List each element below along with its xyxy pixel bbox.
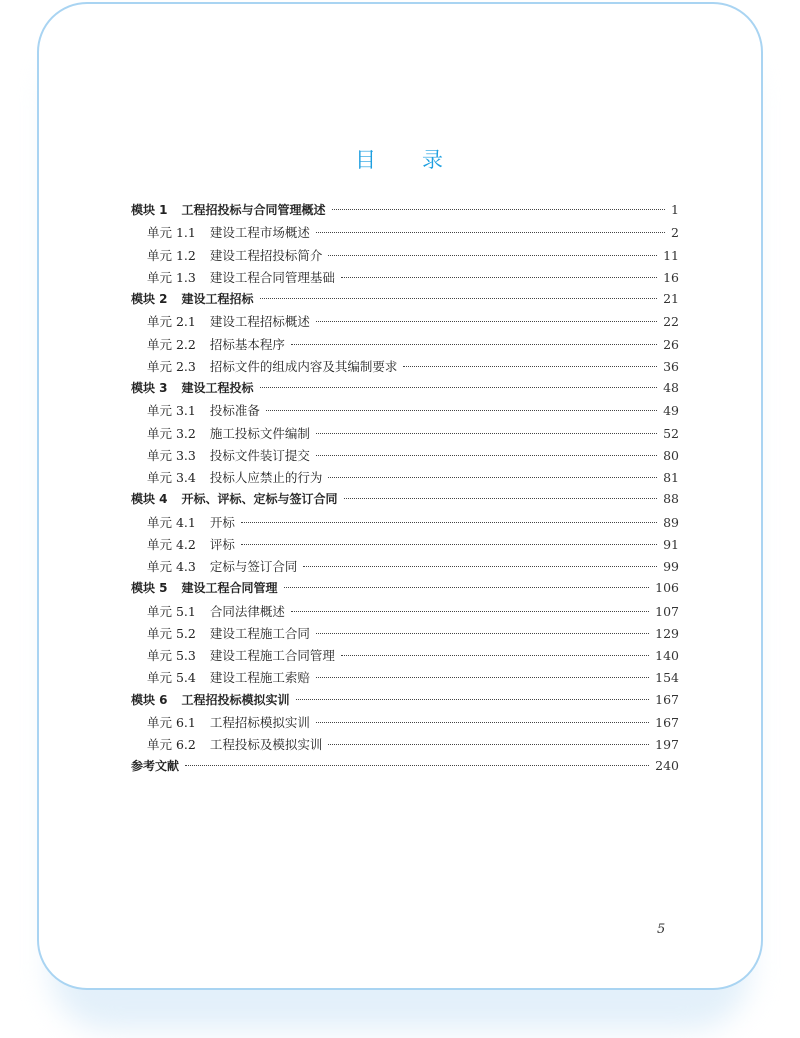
entry-page: 197: [655, 737, 679, 752]
dot-leader: [328, 255, 657, 256]
toc-entry-unit[interactable]: [131, 557, 679, 579]
entry-title: 工程招投标模拟实训: [181, 692, 290, 707]
entry-page: 167: [655, 691, 679, 707]
entry-title: 工程投标及模拟实训: [209, 737, 323, 752]
dot-leader: [341, 277, 657, 278]
dot-leader: [260, 387, 658, 388]
entry-label: 模块 6: [131, 692, 168, 707]
dot-leader: [266, 410, 657, 411]
entry-label: 单元 5.3: [147, 648, 196, 663]
title-char: 录: [422, 148, 445, 172]
entry-label: 模块 1: [131, 203, 168, 217]
entry-label: 单元 3.4: [147, 470, 196, 485]
entry-page: 16: [663, 269, 679, 285]
entry-page: 107: [655, 603, 679, 619]
toc-entry-module[interactable]: [131, 379, 679, 401]
dot-leader: [344, 498, 658, 499]
entry-label: 单元 1.2: [147, 247, 196, 263]
toc-entry-unit[interactable]: [131, 335, 679, 357]
entry-title: 招标文件的组成内容及其编制要求: [209, 358, 398, 374]
dot-leader: [316, 321, 657, 322]
entry-page: 1: [671, 202, 679, 217]
entry-label: 单元 3.1: [147, 403, 196, 419]
entry-page: 89: [663, 514, 679, 530]
dot-leader: [328, 744, 649, 745]
entry-page: 167: [655, 714, 679, 730]
entry-title: 定标与签订合同: [209, 559, 298, 574]
entry-title: 建设工程合同管理: [181, 581, 278, 596]
dot-leader: [316, 677, 649, 678]
entry-title: 投标文件装订提交: [209, 447, 310, 463]
entry-label: 模块 5: [131, 581, 168, 596]
toc-entry-unit[interactable]: [131, 468, 679, 490]
entry-page: 140: [655, 648, 679, 663]
entry-title: 建设工程招标概述: [209, 314, 310, 330]
entry-title: 建设工程施工索赔: [209, 670, 310, 686]
entry-page: 99: [663, 559, 679, 574]
entry-title: 建设工程市场概述: [209, 225, 310, 241]
dot-leader: [291, 344, 657, 345]
toc-entry-unit[interactable]: [131, 713, 679, 735]
entry-page: 91: [663, 536, 679, 552]
entry-page: 11: [663, 247, 679, 263]
toc-entry-module[interactable]: [131, 490, 679, 512]
entry-label: 单元 1.1: [147, 225, 196, 241]
entry-page: 88: [663, 491, 679, 507]
entry-label: 单元 2.1: [147, 314, 196, 330]
entry-title: 投标准备: [209, 403, 260, 419]
entry-page: 154: [655, 670, 679, 686]
entry-label: 单元 3.2: [147, 425, 196, 441]
dot-leader: [303, 566, 657, 567]
entry-title: 工程招投标与合同管理概述: [181, 203, 326, 217]
entry-label: 模块 4: [131, 492, 168, 507]
toc-entry-unit[interactable]: [131, 401, 679, 423]
entry-title: 参考文献: [131, 759, 180, 774]
entry-label: 单元 4.2: [147, 536, 196, 552]
dot-leader: [260, 298, 658, 299]
toc-entry-unit[interactable]: [131, 446, 679, 468]
entry-title: 建设工程投标: [181, 381, 254, 395]
toc-entry-unit[interactable]: [131, 223, 679, 245]
entry-title: 合同法律概述: [209, 603, 285, 619]
entry-page: 36: [663, 358, 679, 374]
toc-entry-unit[interactable]: [131, 268, 679, 290]
toc-entry-unit[interactable]: [131, 357, 679, 379]
entry-page: 2: [671, 225, 679, 241]
entry-label: 单元 2.3: [147, 358, 196, 374]
dot-leader: [316, 455, 657, 456]
entry-page: 22: [663, 314, 679, 330]
entry-page: 129: [655, 625, 679, 641]
dot-leader: [291, 611, 649, 612]
dot-leader: [332, 209, 666, 210]
toc-entry-unit[interactable]: [131, 602, 679, 624]
entry-title: 招标基本程序: [209, 336, 285, 352]
entry-page: 52: [663, 425, 679, 441]
toc-entry-unit[interactable]: [131, 535, 679, 557]
dot-leader: [328, 477, 657, 478]
entry-label: 单元 4.3: [147, 559, 196, 574]
entry-title: 建设工程招投标简介: [209, 247, 323, 263]
entry-page: 21: [663, 291, 679, 306]
toc-entry-unit[interactable]: [131, 735, 679, 757]
entry-page: 26: [663, 336, 679, 352]
toc-entry-unit[interactable]: [131, 668, 679, 690]
entry-label: 模块 3: [131, 381, 168, 395]
page-title: [0, 144, 800, 174]
entry-title: 建设工程招标: [181, 292, 254, 306]
entry-title: 施工投标文件编制: [209, 425, 310, 441]
entry-title: 投标人应禁止的行为: [209, 470, 323, 485]
toc-entry-unit[interactable]: [131, 246, 679, 268]
dot-leader: [316, 232, 665, 233]
entry-page: 81: [663, 470, 679, 485]
entry-title: 建设工程施工合同管理: [209, 648, 335, 663]
entry-title: 开标: [209, 514, 235, 530]
entry-label: 单元 3.3: [147, 447, 196, 463]
entry-label: 单元 1.3: [147, 269, 196, 285]
toc-entry-unit[interactable]: [131, 624, 679, 646]
entry-page: 240: [655, 758, 679, 774]
entry-label: 单元 4.1: [147, 514, 196, 530]
dot-leader: [316, 633, 649, 634]
entry-label: 单元 5.4: [147, 670, 196, 686]
toc-entry-module[interactable]: [131, 757, 679, 779]
table-of-contents: [131, 201, 679, 780]
entry-label: 单元 5.1: [147, 603, 196, 619]
entry-label: 单元 6.1: [147, 714, 196, 730]
entry-title: 评标: [209, 536, 235, 552]
dot-leader: [296, 699, 650, 700]
entry-page: 106: [655, 580, 679, 596]
dot-leader: [284, 587, 650, 588]
dot-leader: [241, 522, 657, 523]
toc-entry-unit[interactable]: [131, 424, 679, 446]
dot-leader: [241, 544, 657, 545]
page-number: 5: [657, 922, 666, 937]
toc-entry-module[interactable]: [131, 290, 679, 312]
toc-entry-unit[interactable]: [131, 312, 679, 334]
dot-leader: [316, 433, 657, 434]
dot-leader: [316, 722, 649, 723]
entry-page: 80: [663, 447, 679, 463]
entry-label: 单元 5.2: [147, 625, 196, 641]
toc-entry-module[interactable]: [131, 579, 679, 601]
entry-label: 单元 6.2: [147, 737, 196, 752]
entry-title: 建设工程施工合同: [209, 625, 310, 641]
title-char: 目: [355, 148, 378, 172]
toc-entry-module[interactable]: [131, 691, 679, 713]
entry-page: 48: [663, 380, 679, 395]
entry-title: 建设工程合同管理基础: [209, 269, 335, 285]
dot-leader: [185, 765, 649, 766]
entry-label: 模块 2: [131, 292, 168, 306]
dot-leader: [403, 366, 657, 367]
entry-title: 工程招标模拟实训: [209, 714, 310, 730]
entry-page: 49: [663, 403, 679, 419]
dot-leader: [341, 655, 649, 656]
entry-title: 开标、评标、定标与签订合同: [181, 492, 338, 507]
toc-entry-unit[interactable]: [131, 646, 679, 668]
toc-entry-module[interactable]: [131, 201, 679, 223]
entry-label: 单元 2.2: [147, 336, 196, 352]
toc-entry-unit[interactable]: [131, 513, 679, 535]
